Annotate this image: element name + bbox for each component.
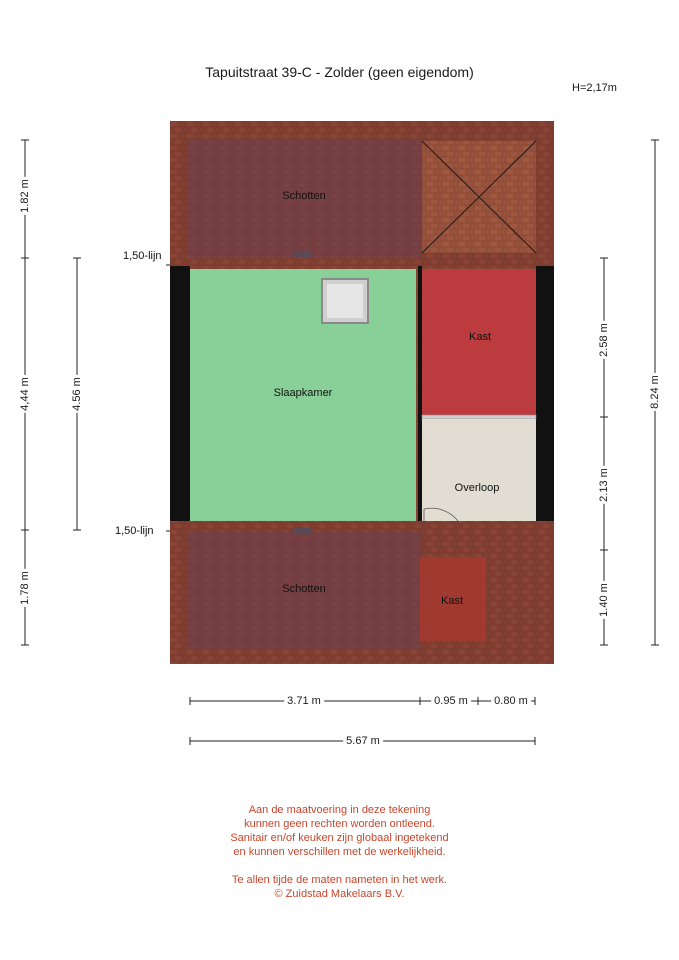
- label-kast-top: Kast: [468, 331, 492, 343]
- label-slaapkamer: Slaapkamer: [273, 387, 333, 399]
- label-kast-bottom: Kast: [440, 595, 464, 607]
- wall-right: [536, 266, 554, 521]
- line-150-top: 1,50-lijn: [123, 250, 162, 262]
- dim-right-inner-2: 2.13 m: [598, 468, 610, 502]
- copyright: © Zuidstad Makelaars B.V.: [274, 888, 405, 900]
- line-150-bottom: 1,50-lijn: [115, 525, 154, 537]
- dim-left-outer-1: 1.82 m: [19, 179, 31, 213]
- disclaimer-spacer: [0, 859, 679, 873]
- dim-right-inner-3: 1.40 m: [598, 583, 610, 617]
- dim-bottom-3: 0.80 m: [491, 695, 531, 707]
- dim-left-outer-2: 4,44 m: [19, 377, 31, 411]
- wall-left: [170, 266, 190, 521]
- dim-left-inner: 4.56 m: [71, 377, 83, 411]
- disclaimer-line: Te allen tijde de maten nameten in het werk.: [231, 874, 448, 886]
- dim-bottom-1: 3.71 m: [284, 695, 324, 707]
- disclaimer-line: Sanitair en/of keuken zijn globaal ingetekend: [230, 832, 449, 844]
- wall-middle: [418, 266, 422, 521]
- label-schotten-top: Schotten: [282, 190, 326, 202]
- disclaimer-line: Aan de maatvoering in deze tekening: [248, 804, 431, 816]
- label-schotten-bottom: Schotten: [282, 583, 326, 595]
- ceiling-height-note: H=2,17m: [572, 82, 617, 94]
- disclaimer-line: en kunnen verschillen met de werkelijkheid.: [233, 846, 446, 858]
- floorplan: [170, 121, 554, 664]
- label-overloop: Overloop: [454, 482, 500, 494]
- dim-bottom-2: 0.95 m: [431, 695, 471, 707]
- dim-right-outer: 8.24 m: [649, 375, 661, 409]
- dim-right-inner-1: 2.58 m: [598, 323, 610, 357]
- room-overloop: [422, 419, 536, 521]
- disclaimer: [0, 803, 679, 901]
- floorplan-title: Tapuitstraat 39-C - Zolder (geen eigendom): [205, 64, 474, 80]
- dim-left-outer-3: 1.78 m: [19, 571, 31, 605]
- dim-bottom-total: 5.67 m: [343, 735, 383, 747]
- disclaimer-line: kunnen geen rechten worden ontleend.: [244, 818, 435, 830]
